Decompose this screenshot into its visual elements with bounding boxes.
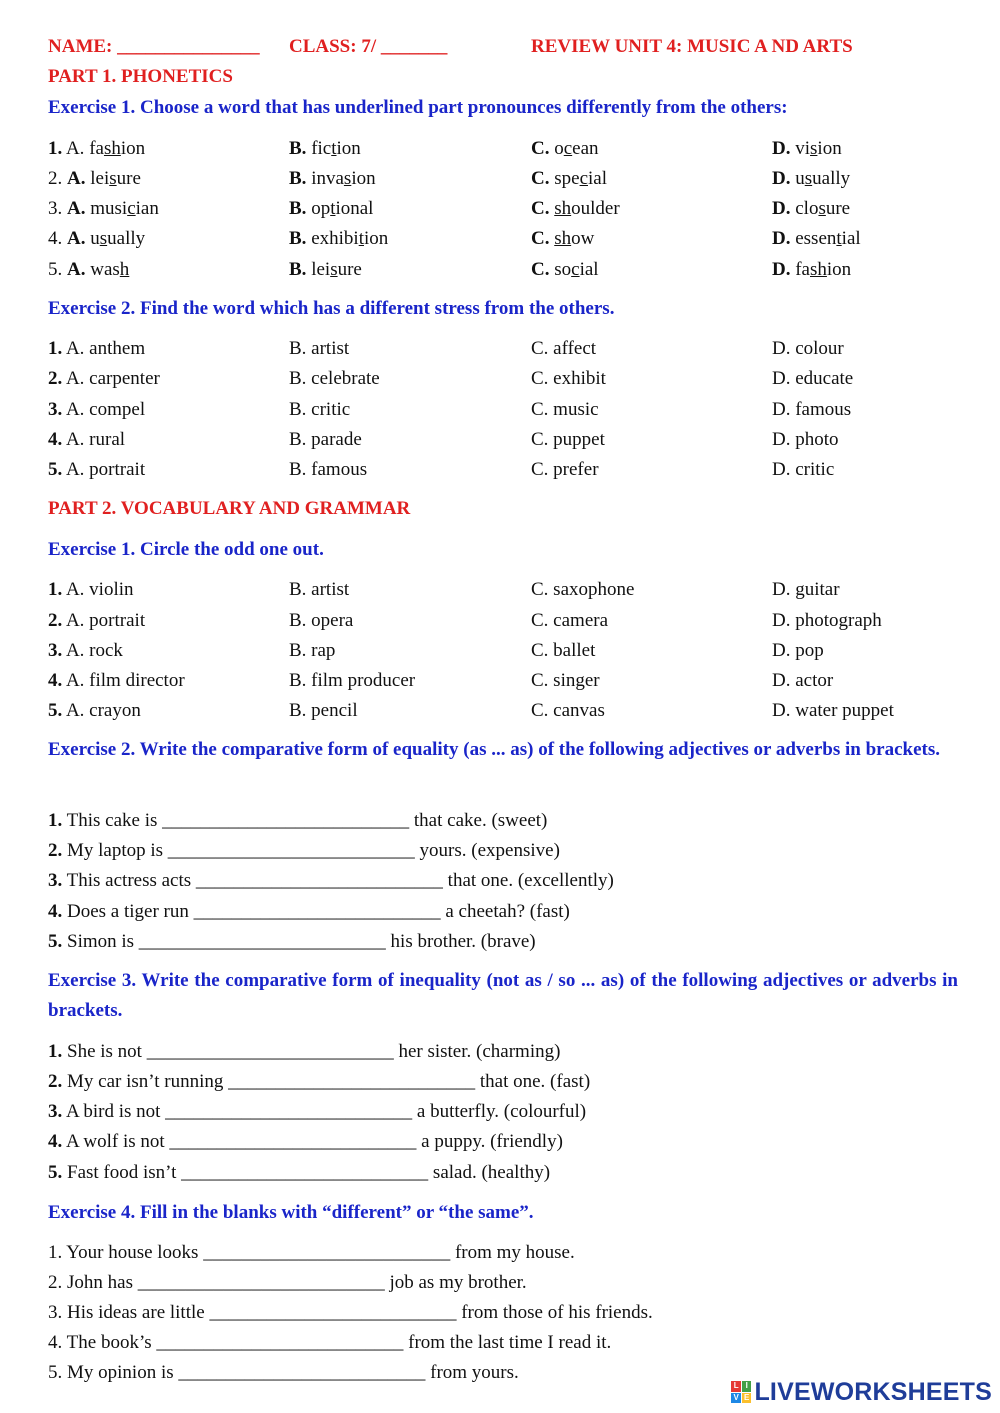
word-part: ean <box>572 138 599 159</box>
word-part: ion <box>336 138 361 159</box>
question-row <box>48 337 958 361</box>
word-part: o <box>554 138 564 159</box>
item-number: 2. <box>48 840 63 861</box>
option-letter: B. <box>289 228 312 249</box>
fill-in-item[interactable]: 2. John has __________________________ job as my brother. <box>48 1272 527 1293</box>
option-text: C. singer <box>531 670 600 691</box>
word-part: u <box>795 168 805 189</box>
word-part: fic <box>311 138 332 159</box>
item-number: 1. <box>48 1041 63 1062</box>
option-text: A. anthem <box>65 338 146 359</box>
option-text: D. photograph <box>772 610 882 631</box>
option-letter: A. <box>65 138 90 159</box>
item-number: 4. <box>48 901 63 922</box>
answer-option[interactable] <box>289 699 358 723</box>
word-part: ure <box>116 168 141 189</box>
word-part: essen <box>795 228 837 249</box>
question-number: 1. <box>48 579 63 600</box>
fill-in-item[interactable] <box>48 809 547 833</box>
option-letter: B. <box>289 168 312 189</box>
word-part: ually <box>107 228 146 249</box>
option-letter: A. <box>67 228 91 249</box>
answer-option[interactable] <box>289 337 349 361</box>
question-row <box>48 699 958 723</box>
word-part: ion <box>363 228 389 249</box>
word-part: ial <box>588 168 607 189</box>
answer-option[interactable] <box>289 609 353 633</box>
underlined-sound: c <box>571 259 580 280</box>
answer-option[interactable] <box>48 458 145 482</box>
word-part: musi <box>90 198 128 219</box>
answer-option[interactable] <box>772 578 840 602</box>
question-number: 4. <box>48 670 63 691</box>
answer-option[interactable] <box>531 337 596 361</box>
question-row <box>48 669 958 693</box>
item-text: This cake is __________________________ that cake. (sweet) <box>62 810 548 831</box>
answer-option[interactable] <box>48 137 145 161</box>
question-row <box>48 398 958 422</box>
option-letter: B. <box>289 198 312 219</box>
option-text: A. rural <box>65 429 126 450</box>
option-text: C. camera <box>531 610 609 631</box>
question-row <box>48 639 958 663</box>
option-text: D. guitar <box>772 579 840 600</box>
option-text: C. saxophone <box>531 579 635 600</box>
answer-option[interactable] <box>531 609 608 633</box>
option-letter: C. <box>531 168 555 189</box>
fill-in-item[interactable] <box>48 1040 560 1064</box>
question-number: 2. <box>48 610 63 631</box>
answer-option[interactable] <box>772 258 851 282</box>
word-part: vi <box>795 138 811 159</box>
item-text: My car isn’t running __________________________ that one. (fast) <box>62 1071 591 1092</box>
item-text: My laptop is __________________________ yours. (expensive) <box>62 840 560 861</box>
word-part: ion <box>817 138 842 159</box>
option-text: A. portrait <box>65 459 146 480</box>
option-text: D. famous <box>772 399 852 420</box>
answer-option[interactable] <box>289 167 376 191</box>
underlined-sound: sh <box>554 228 572 249</box>
question-number: 2. <box>48 168 63 189</box>
p2-ex1-title: Exercise 1. Circle the odd one out. <box>48 539 324 560</box>
underlined-sound: s <box>330 259 338 280</box>
option-text: D. educate <box>772 368 854 389</box>
fill-in-item[interactable] <box>48 1130 563 1154</box>
option-text: C. ballet <box>531 640 596 661</box>
answer-option[interactable] <box>289 669 415 693</box>
option-text: C. exhibit <box>531 368 606 389</box>
item-number: 2. <box>48 1071 63 1092</box>
word-part: was <box>90 259 120 280</box>
item-number: 4. <box>48 1131 63 1152</box>
option-text: B. famous <box>289 459 368 480</box>
answer-option[interactable] <box>48 699 141 723</box>
item-text: A wolf is not __________________________ a puppy. (friendly) <box>62 1131 563 1152</box>
option-letter: D. <box>772 168 796 189</box>
answer-option[interactable] <box>48 367 160 391</box>
underlined-sound: sh <box>554 198 572 219</box>
question-number: 4. <box>48 429 63 450</box>
option-text: B. celebrate <box>289 368 380 389</box>
question-number: 5. <box>48 259 63 280</box>
answer-option[interactable] <box>48 639 123 663</box>
option-letter: B. <box>289 138 312 159</box>
part1-title: PART 1. PHONETICS <box>48 66 233 87</box>
answer-option[interactable] <box>772 398 851 422</box>
option-letter: D. <box>772 228 796 249</box>
word-part: clo <box>795 198 819 219</box>
underlined-sound: s <box>810 138 818 159</box>
underlined-sound: s <box>804 168 813 189</box>
word-part: ional <box>335 198 374 219</box>
word-part: op <box>311 198 331 219</box>
item-text: This actress acts __________________________ that one. (excellently) <box>62 870 614 891</box>
p2-ex4-title: Exercise 4. Fill in the blanks with “different” or “the same”. <box>48 1202 534 1223</box>
fill-in-item[interactable] <box>48 839 560 863</box>
underlined-sound: s <box>818 198 826 219</box>
underlined-sound: c <box>579 168 588 189</box>
logo-tile: I <box>742 1381 752 1392</box>
question-number: 4. <box>48 228 63 249</box>
answer-option[interactable] <box>289 197 373 221</box>
question-number: 5. <box>48 459 63 480</box>
answer-option[interactable] <box>531 639 595 663</box>
word-part: exhibi <box>311 228 359 249</box>
option-text: B. parade <box>289 429 362 450</box>
answer-option[interactable] <box>289 367 380 391</box>
option-text: D. pop <box>772 640 824 661</box>
answer-option[interactable] <box>531 458 599 482</box>
answer-option[interactable] <box>772 197 850 221</box>
word-part: ure <box>337 259 362 280</box>
word-part: ure <box>825 198 851 219</box>
question-row <box>48 137 958 161</box>
item-text: A bird is not __________________________ a butterfly. (colourful) <box>62 1101 587 1122</box>
option-text: A. carpenter <box>65 368 160 389</box>
answer-option[interactable] <box>289 639 335 663</box>
option-text: A. compel <box>65 399 146 420</box>
underlined-sound: c <box>563 138 573 159</box>
question-row <box>48 578 958 602</box>
answer-option[interactable] <box>531 258 599 282</box>
answer-option[interactable] <box>531 699 605 723</box>
option-letter: D. <box>772 259 796 280</box>
answer-option[interactable] <box>48 167 141 191</box>
underlined-sound: c <box>127 198 136 219</box>
item-text: Fast food isn’t __________________________ salad. (healthy) <box>62 1162 551 1183</box>
answer-option[interactable] <box>48 258 129 282</box>
answer-option[interactable] <box>289 398 350 422</box>
question-number: 1. <box>48 338 63 359</box>
option-text: B. critic <box>289 399 351 420</box>
option-text: D. photo <box>772 429 839 450</box>
word-part: ial <box>841 228 861 249</box>
question-number: 3. <box>48 198 63 219</box>
answer-option[interactable] <box>48 428 125 452</box>
answer-option[interactable] <box>772 227 861 251</box>
answer-option[interactable] <box>772 137 842 161</box>
option-text: C. prefer <box>531 459 599 480</box>
fill-in-item[interactable] <box>48 930 536 954</box>
word-part: ion <box>120 138 146 159</box>
answer-option[interactable] <box>531 367 606 391</box>
p1-ex1-title: Exercise 1. Choose a word that has underlined part pronounces differently from the others: <box>48 97 788 118</box>
answer-option[interactable] <box>531 197 620 221</box>
word-part: oulder <box>571 198 620 219</box>
option-text: C. canvas <box>531 700 605 721</box>
option-letter: D. <box>772 138 796 159</box>
fill-in-item[interactable] <box>48 1161 550 1185</box>
question-row <box>48 167 958 191</box>
p2-ex3-title: Exercise 3. Write the comparative form of inequality (not as / so ... as) of the following adjectives or adverbs in brackets. <box>48 970 958 1021</box>
option-text: A. crayon <box>65 700 141 721</box>
fill-in-item[interactable] <box>48 1100 586 1124</box>
answer-option[interactable] <box>289 227 388 251</box>
name-field[interactable]: NAME: _______________ <box>48 36 260 57</box>
answer-option[interactable] <box>48 669 185 693</box>
option-letter: D. <box>772 198 796 219</box>
option-text: C. music <box>531 399 599 420</box>
question-row <box>48 227 958 251</box>
option-text: C. puppet <box>531 429 605 450</box>
option-letter: C. <box>531 259 555 280</box>
option-text: D. colour <box>772 338 844 359</box>
fill-in-item[interactable] <box>48 900 570 924</box>
p2-ex2-title: Exercise 2. Write the comparative form of equality (as ... as) of the following adjectives or adverbs in brackets. <box>48 739 940 760</box>
item-number: 5. <box>48 931 63 952</box>
answer-option[interactable] <box>772 669 833 693</box>
answer-option[interactable] <box>531 669 600 693</box>
option-letter: C. <box>531 138 555 159</box>
word-part: ually <box>812 168 851 189</box>
answer-option[interactable] <box>289 137 361 161</box>
question-number: 3. <box>48 399 63 420</box>
option-letter: C. <box>531 198 555 219</box>
option-text: B. film producer <box>289 670 416 691</box>
fill-in-item[interactable]: 4. The book’s __________________________ from the last time I read it. <box>48 1332 612 1353</box>
answer-option[interactable] <box>48 609 145 633</box>
logo-tile: L <box>731 1381 741 1392</box>
underlined-sound: sh <box>103 138 121 159</box>
item-text: She is not __________________________ her sister. (charming) <box>62 1041 561 1062</box>
logo-tile: E <box>742 1393 752 1404</box>
word-part: spe <box>554 168 580 189</box>
option-text: D. water puppet <box>772 700 894 721</box>
answer-option[interactable] <box>772 167 850 191</box>
underlined-sound: h <box>119 259 130 280</box>
item-text: Does a tiger run __________________________ a cheetah? (fast) <box>62 901 570 922</box>
answer-option[interactable] <box>531 137 599 161</box>
answer-option[interactable] <box>48 578 134 602</box>
question-number: 5. <box>48 700 63 721</box>
answer-option[interactable] <box>531 227 594 251</box>
underlined-sound: s <box>343 168 352 189</box>
word-part: ion <box>351 168 376 189</box>
worksheet-header <box>48 35 958 59</box>
answer-option[interactable] <box>772 609 882 633</box>
answer-option[interactable] <box>48 227 145 251</box>
question-number: 2. <box>48 368 63 389</box>
answer-option[interactable] <box>772 699 894 723</box>
answer-option[interactable] <box>531 578 634 602</box>
worksheet-title: REVIEW UNIT 4: MUSIC A ND ARTS <box>531 36 853 57</box>
answer-option[interactable] <box>772 458 834 482</box>
underlined-sound: t <box>836 228 842 249</box>
underlined-sound: s <box>99 228 108 249</box>
option-text: A. film director <box>65 670 185 691</box>
underlined-sound: s <box>109 168 117 189</box>
logo-text: LIVEWORKSHEETS <box>754 1377 992 1406</box>
question-row <box>48 258 958 282</box>
word-part: inva <box>311 168 344 189</box>
option-letter: A. <box>67 259 91 280</box>
p1-ex2-title: Exercise 2. Find the word which has a different stress from the others. <box>48 298 615 319</box>
answer-option[interactable] <box>772 367 853 391</box>
option-text: B. opera <box>289 610 354 631</box>
question-number: 3. <box>48 640 63 661</box>
question-row <box>48 197 958 221</box>
option-text: B. pencil <box>289 700 358 721</box>
answer-option[interactable] <box>48 337 145 361</box>
option-letter: B. <box>289 259 312 280</box>
fill-in-item[interactable]: 1. Your house looks __________________________ from my house. <box>48 1242 575 1263</box>
underlined-sound: t <box>331 138 337 159</box>
answer-option[interactable] <box>772 337 844 361</box>
answer-option[interactable] <box>531 428 605 452</box>
answer-option[interactable] <box>289 458 367 482</box>
answer-option[interactable] <box>289 428 362 452</box>
answer-option[interactable] <box>289 258 362 282</box>
word-part: ow <box>571 228 595 249</box>
question-row <box>48 428 958 452</box>
answer-option[interactable] <box>772 428 839 452</box>
option-text: A. violin <box>65 579 134 600</box>
answer-option[interactable] <box>531 167 607 191</box>
option-text: A. rock <box>65 640 123 661</box>
item-number: 3. <box>48 1101 63 1122</box>
fill-in-item[interactable]: 5. My opinion is __________________________ from yours. <box>48 1362 519 1383</box>
logo-tile: V <box>731 1393 741 1404</box>
option-text: D. critic <box>772 459 835 480</box>
item-number: 1. <box>48 810 63 831</box>
option-letter: A. <box>67 168 91 189</box>
item-number: 5. <box>48 1162 63 1183</box>
word-part: fa <box>89 138 104 159</box>
option-letter: A. <box>67 198 91 219</box>
option-text: B. rap <box>289 640 336 661</box>
word-part: ian <box>135 198 159 219</box>
question-row <box>48 367 958 391</box>
word-part: fa <box>795 259 810 280</box>
fill-in-item[interactable] <box>48 1070 590 1094</box>
item-number: 3. <box>48 870 63 891</box>
question-row <box>48 609 958 633</box>
answer-option[interactable] <box>48 398 145 422</box>
liveworksheets-logo <box>731 1377 992 1407</box>
question-number: 1. <box>48 138 63 159</box>
option-text: B. artist <box>289 338 350 359</box>
option-text: D. actor <box>772 670 834 691</box>
answer-option[interactable] <box>531 398 599 422</box>
option-text: C. affect <box>531 338 597 359</box>
option-text: B. artist <box>289 579 350 600</box>
answer-option[interactable] <box>48 197 159 221</box>
word-part: u <box>90 228 100 249</box>
question-row <box>48 458 958 482</box>
option-text: A. portrait <box>65 610 146 631</box>
underlined-sound: t <box>358 228 364 249</box>
underlined-sound: sh <box>810 259 827 280</box>
word-part: lei <box>311 259 331 280</box>
item-text: Simon is __________________________ his brother. (brave) <box>62 931 536 952</box>
word-part: lei <box>90 168 110 189</box>
class-field[interactable]: CLASS: 7/ _______ <box>289 36 448 57</box>
fill-in-item[interactable] <box>48 869 614 893</box>
part2-title: PART 2. VOCABULARY AND GRAMMAR <box>48 498 411 519</box>
word-part: ion <box>826 259 852 280</box>
word-part: ial <box>579 259 599 280</box>
underlined-sound: t <box>330 198 336 219</box>
word-part: so <box>554 259 572 280</box>
answer-option[interactable] <box>772 639 824 663</box>
option-letter: C. <box>531 228 555 249</box>
answer-option[interactable] <box>289 578 349 602</box>
logo-mark-icon <box>731 1381 751 1403</box>
fill-in-item[interactable]: 3. His ideas are little __________________________ from those of his friends. <box>48 1302 653 1323</box>
